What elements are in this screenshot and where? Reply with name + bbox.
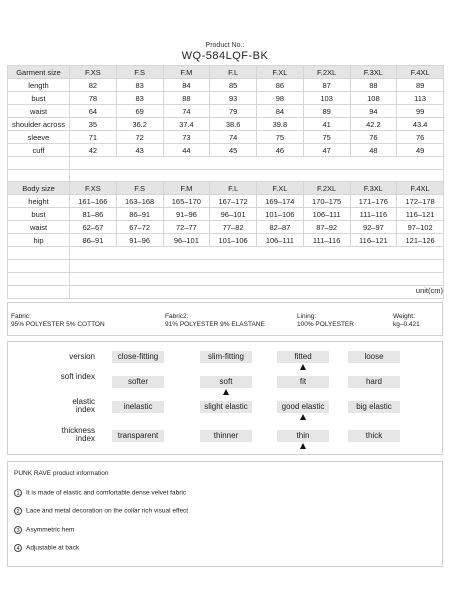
measurement-value: 84 (257, 105, 304, 118)
measurement-value: 38.6 (210, 118, 257, 131)
selected-indicator-icon (300, 414, 306, 420)
measurement-value: 113 (397, 92, 444, 105)
measurement-value: 103 (303, 92, 350, 105)
table-row (8, 79, 444, 92)
empty-cell (70, 273, 444, 286)
feature-option: transparent (112, 430, 164, 442)
fabric2 (165, 313, 265, 329)
measurement-value: 98 (257, 92, 304, 105)
measurement-value: 101–106 (257, 208, 304, 221)
measurement-value: 43 (116, 144, 163, 157)
table-row (8, 144, 444, 157)
measurement-value: 67–72 (116, 221, 163, 234)
measurement-value: 86–91 (70, 234, 117, 247)
feature-label: elastic index (72, 397, 95, 414)
info-item (14, 544, 79, 552)
size-column-header: F.L (210, 182, 257, 195)
fabric1 (11, 313, 105, 329)
info-item (14, 489, 186, 497)
measurement-value: 161–166 (70, 195, 117, 208)
info-item (14, 526, 74, 534)
measurement-value: 41 (303, 118, 350, 131)
size-column-header: F.2XL (303, 66, 350, 79)
feature-option: slim-fitting (200, 351, 252, 363)
measurement-value: 89 (303, 105, 350, 118)
weight (393, 313, 420, 329)
fabric2-value: 91% POLYESTER 9% ELASTANE (165, 321, 265, 328)
measurement-value: 94 (350, 105, 397, 118)
fabric1-label: Fabric: (11, 313, 31, 320)
measurement-value: 74 (163, 105, 210, 118)
feature-option: hard (348, 376, 400, 388)
info-item (14, 507, 188, 515)
measurement-value: 49 (397, 144, 444, 157)
lining-label: Lining: (297, 313, 317, 320)
measurement-value: 92–97 (350, 221, 397, 234)
body-size-table (7, 181, 444, 299)
feature-row (8, 426, 442, 450)
empty-cell (70, 247, 444, 260)
measurement-label: height (8, 195, 70, 208)
measurement-value: 39.8 (257, 118, 304, 131)
measurement-label: hip (8, 234, 70, 247)
measurement-value: 75 (257, 131, 304, 144)
lining (297, 313, 354, 329)
info-number: 4 (14, 544, 22, 552)
size-column-header: F.S (116, 66, 163, 79)
measurement-value: 43.4 (397, 118, 444, 131)
measurement-value: 121–126 (397, 234, 444, 247)
measurement-value: 86 (257, 79, 304, 92)
feature-option: big elastic (348, 401, 400, 413)
table-row (8, 195, 444, 208)
feature-option: slight elastic (200, 401, 252, 413)
feature-option: thinner (200, 430, 252, 442)
measurement-label: cuff (8, 144, 70, 157)
measurement-value: 79 (210, 105, 257, 118)
size-column-header: F.M (163, 66, 210, 79)
measurement-value: 73 (163, 131, 210, 144)
measurement-value: 74 (210, 131, 257, 144)
measurement-value: 84 (163, 79, 210, 92)
measurement-value: 88 (350, 79, 397, 92)
measurement-label: waist (8, 105, 70, 118)
weight-value: kg–0.421 (393, 321, 420, 328)
empty-cell (8, 260, 70, 273)
measurement-value: 111–116 (303, 234, 350, 247)
feature-option: good elastic (277, 401, 329, 413)
measurement-value: 111–116 (350, 208, 397, 221)
empty-row (8, 286, 444, 299)
measurement-value: 172–178 (397, 195, 444, 208)
empty-cell (70, 260, 444, 273)
size-column-header: F.XS (70, 182, 117, 195)
table-row (8, 234, 444, 247)
measurement-value: 72–77 (163, 221, 210, 234)
measurement-label: bust (8, 208, 70, 221)
feature-label: thickness index (61, 426, 95, 443)
feature-option: inelastic (112, 401, 164, 413)
measurement-value: 36.2 (116, 118, 163, 131)
measurement-value: 93 (210, 92, 257, 105)
product-info-box (7, 461, 443, 567)
measurement-value: 165–170 (163, 195, 210, 208)
unit-label: unit(cm) (415, 286, 443, 295)
measurement-value: 99 (397, 105, 444, 118)
measurement-value: 163–168 (116, 195, 163, 208)
empty-cell (70, 157, 444, 170)
measurement-value: 87–92 (303, 221, 350, 234)
measurement-value: 75 (303, 131, 350, 144)
measurement-value: 169–174 (257, 195, 304, 208)
table-row (8, 131, 444, 144)
measurement-value: 101–106 (210, 234, 257, 247)
info-number: 1 (14, 489, 22, 497)
empty-cell (8, 247, 70, 260)
fabric2-label: Fabric2: (165, 313, 189, 320)
size-column-header: F.XL (257, 182, 304, 195)
table-row (8, 92, 444, 105)
measurement-value: 76 (350, 131, 397, 144)
empty-row (8, 273, 444, 286)
measurement-label: length (8, 79, 70, 92)
feature-label: soft index (60, 372, 95, 381)
selected-indicator-icon (300, 443, 306, 449)
measurement-value: 64 (70, 105, 117, 118)
feature-option: thick (348, 430, 400, 442)
measurement-value: 77–82 (210, 221, 257, 234)
empty-cell (8, 286, 70, 299)
feature-option: loose (348, 351, 400, 363)
measurement-value: 167–172 (210, 195, 257, 208)
product-header (0, 41, 450, 62)
measurement-value: 83 (116, 92, 163, 105)
fabric-info-box (7, 302, 443, 336)
table-header-row (8, 66, 444, 79)
measurement-value: 47 (303, 144, 350, 157)
info-title: PUNK RAVE product information (14, 470, 109, 477)
feature-option: thin (277, 430, 329, 442)
table-corner-header: Garment size (8, 66, 70, 79)
empty-cell (70, 286, 444, 299)
measurement-value: 86–91 (116, 208, 163, 221)
feature-row (8, 397, 442, 421)
table-row (8, 105, 444, 118)
feature-row (8, 351, 442, 371)
feature-option: softer (112, 376, 164, 388)
empty-cell (8, 157, 70, 170)
measurement-label: bust (8, 92, 70, 105)
measurement-value: 45 (210, 144, 257, 157)
size-column-header: F.M (163, 182, 210, 195)
measurement-value: 96–101 (163, 234, 210, 247)
measurement-label: sleeve (8, 131, 70, 144)
measurement-value: 62–67 (70, 221, 117, 234)
weight-label: Weight: (393, 313, 415, 320)
measurement-value: 106–111 (303, 208, 350, 221)
feature-option: soft (200, 376, 252, 388)
measurement-value: 171–176 (350, 195, 397, 208)
measurement-value: 88 (163, 92, 210, 105)
measurement-value: 37.4 (163, 118, 210, 131)
table-row (8, 118, 444, 131)
measurement-value: 48 (350, 144, 397, 157)
measurement-value: 97–102 (397, 221, 444, 234)
measurement-value: 170–175 (303, 195, 350, 208)
selected-indicator-icon (300, 364, 306, 370)
info-number: 2 (14, 507, 22, 515)
size-column-header: F.2XL (303, 182, 350, 195)
measurement-value: 71 (70, 131, 117, 144)
empty-row (8, 247, 444, 260)
table-row (8, 208, 444, 221)
info-text: Lace and metal decoration on the collar rich visual effect (26, 507, 189, 515)
info-text: Asymmetric hem (26, 526, 75, 534)
measurement-value: 42.2 (350, 118, 397, 131)
measurement-value: 91–96 (163, 208, 210, 221)
measurement-value: 106–111 (257, 234, 304, 247)
measurement-value: 85 (210, 79, 257, 92)
info-text: It is made of elastic and comfortable dense velvet fabric (26, 489, 187, 497)
measurement-value: 35 (70, 118, 117, 131)
feature-label: version (69, 352, 95, 361)
size-column-header: F.3XL (350, 66, 397, 79)
size-column-header: F.3XL (350, 182, 397, 195)
product-code: WQ-584LQF-BK (181, 50, 269, 62)
measurement-value: 82 (70, 79, 117, 92)
measurement-value: 76 (397, 131, 444, 144)
measurement-value: 87 (303, 79, 350, 92)
info-number: 3 (14, 526, 22, 534)
measurement-value: 72 (116, 131, 163, 144)
measurement-value: 81–86 (70, 208, 117, 221)
measurement-value: 44 (163, 144, 210, 157)
size-column-header: F.XS (70, 66, 117, 79)
feature-row (8, 372, 442, 396)
measurement-value: 69 (116, 105, 163, 118)
info-text: Adjustable at back (26, 544, 80, 552)
feature-option: fitted (277, 351, 329, 363)
measurement-value: 96–101 (210, 208, 257, 221)
measurement-value: 83 (116, 79, 163, 92)
lining-value: 100% POLYESTER (297, 321, 354, 328)
selected-indicator-icon (223, 389, 229, 395)
empty-row (8, 260, 444, 273)
feature-option: close-fitting (112, 351, 164, 363)
size-column-header: F.4XL (397, 182, 444, 195)
measurement-value: 78 (70, 92, 117, 105)
garment-size-table (7, 65, 444, 183)
feature-option: fit (277, 376, 329, 388)
size-column-header: F.XL (257, 66, 304, 79)
table-corner-header: Body size (8, 182, 70, 195)
table-row (8, 221, 444, 234)
table-header-row (8, 182, 444, 195)
measurement-label: shoulder across (8, 118, 70, 131)
measurement-value: 82–87 (257, 221, 304, 234)
measurement-value: 116–121 (397, 208, 444, 221)
product-no-label: Product No.: (205, 42, 245, 49)
feature-index-box (7, 341, 443, 455)
size-column-header: F.L (210, 66, 257, 79)
measurement-label: waist (8, 221, 70, 234)
measurement-value: 42 (70, 144, 117, 157)
size-column-header: F.4XL (397, 66, 444, 79)
size-column-header: F.S (116, 182, 163, 195)
empty-cell (8, 273, 70, 286)
measurement-value: 108 (350, 92, 397, 105)
empty-row (8, 157, 444, 170)
measurement-value: 91–96 (116, 234, 163, 247)
measurement-value: 116–121 (350, 234, 397, 247)
measurement-value: 89 (397, 79, 444, 92)
measurement-value: 46 (257, 144, 304, 157)
fabric1-value: 95% POLYESTER 5% COTTON (11, 321, 105, 328)
